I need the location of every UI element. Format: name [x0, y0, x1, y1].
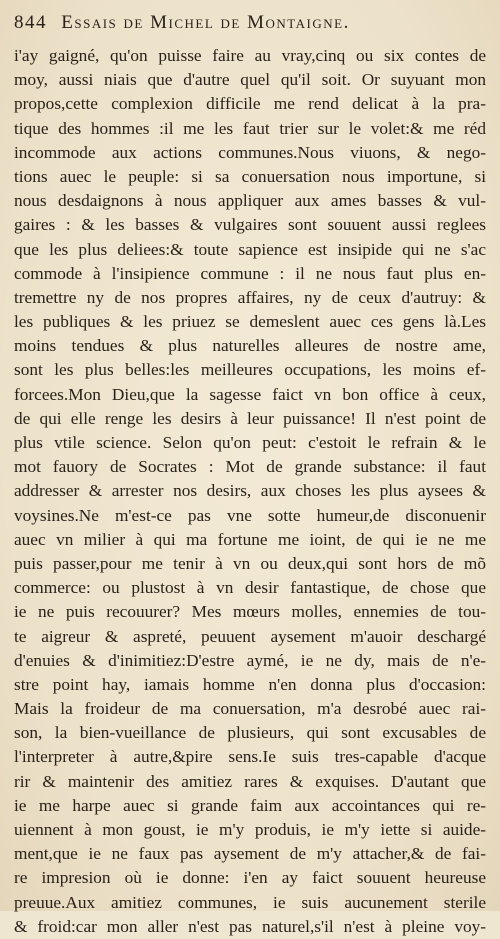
text-line: tremettre ny de nos propres affaires, ny de ceux d'autruy: & [14, 287, 486, 307]
text-line: de qui elle renge les desirs à leur puissance! Il n'est point de [14, 408, 486, 428]
text-line: nous desdaignons à nous appliquer aux ames basses & vul- [14, 191, 486, 211]
text-line: commode à l'insipience commune : il ne nous faut plus en- [14, 263, 486, 283]
running-header [14, 12, 484, 42]
text-line: puis passer,pour me tenir à vn ou deux,qui sont hors de mõ [14, 553, 486, 573]
text-line: sont les plus belles:les meilleures occupations, les moins ef- [14, 360, 486, 380]
text-line: l'interpreter à autre,&pire sens.Ie suis tres-capable d'acque [14, 747, 486, 767]
text-line: Mais la froideur de ma conuersation, m'a desrobé auec rai- [14, 699, 486, 719]
text-line: ie me harpe auec si grande faim aux accointances qui re- [14, 795, 486, 815]
text-line: moy, aussi niais que d'autre quel qu'il soit. Or suyuant mon [14, 70, 486, 90]
text-line: addresser & arrester nos desirs, aux choses les plus aysees & [14, 481, 486, 501]
running-title: Essais de Michel de Montaigne. [61, 12, 350, 33]
text-line: gaires : & les basses & vulgaires sont souuent aussi reglees [14, 215, 486, 235]
text-line: plus vtile science. Selon qu'on peut: c'estoit le refrain & le [14, 433, 486, 452]
text-line: mot fauory de Socrates : Mot de grande substance: il faut [14, 457, 486, 477]
text-line: forcees.Mon Dieu,que la sagesse faict vn bon office à ceux, [14, 384, 486, 404]
text-line: stre point hay, iamais homme n'en donna plus d'occasion: [14, 674, 486, 694]
text-line: propos,cette complexion difficile me rend delicat à la pra- [14, 94, 486, 114]
text-line: tions auec le peuple: si sa conuersation nous importune, si [14, 166, 486, 186]
text-line: re impresion où ie donne: i'en ay faict souuent heureuse [14, 868, 486, 888]
text-line: commerce: ou plustost à vn desir fantastique, de chose que [14, 578, 486, 598]
text-line: i'ay gaigné, qu'on puisse faire au vray,cinq ou six contes de [14, 46, 486, 65]
page-number: 844 [14, 12, 47, 33]
text-line: les publiques & les priuez se demeslent auec ces gens là.Les [14, 312, 486, 332]
body-text [14, 44, 486, 939]
text-line: rir & maintenir des amitiez rares & exquises. D'autant que [14, 771, 486, 791]
text-line: & froid:car mon aller n'est pas naturel,s'il n'est à pleine voy- [14, 916, 486, 936]
text-line: auec vn milier à qui ma fortune me ioint, de qui ie ne me [14, 529, 486, 549]
text-line: incommode aux actions communes.Nous viuons, & nego- [14, 142, 486, 162]
text-line: preuue.Aux amitiez communes, ie suis aucunement sterile [14, 892, 486, 912]
text-line: voysines.Ne m'est-ce pas vne sotte humeur,de disconuenir [14, 505, 486, 525]
text-line: d'enuies & d'inimitiez:D'estre aymé, ie ne dy, mais de n'e- [14, 650, 486, 670]
text-line: son, la bien-vueillance de plusieurs, qui sont excusables de [14, 723, 486, 743]
text-line: uiennent à mon goust, ie m'y produis, ie m'y iette si auide- [14, 820, 486, 839]
text-line: ment,que ie ne faux pas aysement de m'y attacher,& de fai- [14, 844, 486, 864]
text-line: te aigreur & aspreté, peuuent aysement m'auoir deschargé [14, 626, 486, 646]
text-line: que les plus deliees:& toute sapience est insipide qui ne s'ac [14, 239, 486, 259]
text-line: tique des hommes :il me les faut trier sur le volet:& me réd [14, 118, 486, 138]
text-line: ie ne puis recouurer? Mes mœurs molles, ennemies de tou- [14, 602, 486, 622]
text-line: moins tendues & plus naturelles alleures de nostre ame, [14, 336, 486, 356]
